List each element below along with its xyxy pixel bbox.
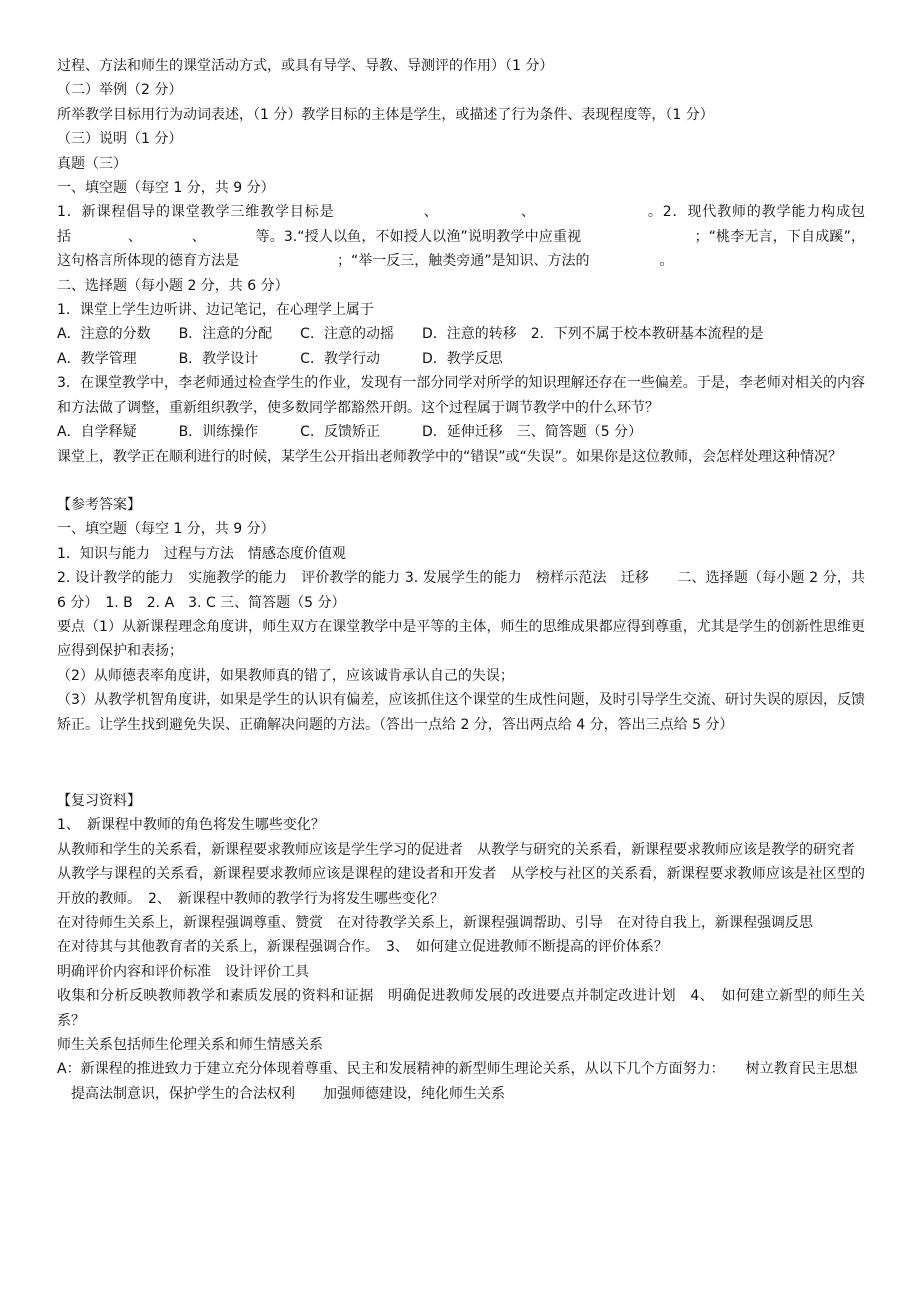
review-question: 1、 新课程中教师的角色将发生哪些变化？ bbox=[57, 817, 325, 834]
question-options: A．注意的分数 B．注意的分配 C．注意的动摇 D．注意的转移 2．下列不属于校本教研基本流程的是 bbox=[57, 326, 764, 343]
question-group-heading: 一、填空题（每空 1 分，共 9 分） bbox=[57, 180, 275, 197]
answer-heading: （二）举例（2 分） bbox=[57, 82, 183, 99]
reference-answer-section bbox=[57, 493, 870, 737]
answer-line: 2. 设计教学的能力 实施教学的能力 评价教学的能力 3. 发展学生的能力 榜样示范法 迁移 二、选择题（每小题 2 分，共 6 分） 1. B 2. A 3. C 三、简答题（5 分） bbox=[57, 570, 870, 611]
question-group-heading: 二、选择题（每小题 2 分，共 6 分） bbox=[57, 277, 289, 294]
answer-line: 1．知识与能力 过程与方法 情感态度价值观 bbox=[57, 545, 346, 562]
spacer bbox=[57, 737, 865, 789]
review-material-section bbox=[57, 789, 865, 1106]
answer-heading: （三）说明（1 分） bbox=[57, 131, 183, 148]
review-text: 从教师和学生的关系看，新课程要求教师应该是学生学习的促进者 从教学与研究的关系看，新课程要求教师应该是教学的研究者 bbox=[57, 841, 855, 858]
review-text: 师生关系包括师生伦理关系和师生情感关系 bbox=[57, 1037, 323, 1054]
question-options: A．教学管理 B．教学设计 C．教学行动 D．教学反思 bbox=[57, 350, 503, 367]
fill-blank-questions: 1．新课程倡导的课堂教学三维教学目标是 、 、 。2．现代教师的教学能力构成包括 、 、 等。3.“授人以鱼，不如授人以渔”说明教学中应重视 ；“桃李无言，下自成蹊”，这句格言所体现的德育方法是 ；“举一反三，触类旁通”是知识、方法的 。 bbox=[57, 204, 865, 270]
answer-line: 所举教学目标用行为动词表述，（1 分）教学目标的主体是学生，或描述了行为条件、表现程度等，（1 分） bbox=[57, 106, 714, 123]
exam-section bbox=[57, 54, 865, 469]
answer-line: 过程、方法和师生的课堂活动方式，或具有导学、导教、导测评的作用）（1 分） bbox=[57, 58, 554, 74]
review-text: 在对待其与其他教育者的关系上，新课程强调合作。 3、 如何建立促进教师不断提高的评价体系？ bbox=[57, 939, 668, 956]
review-text: 从教学与课程的关系看，新课程要求教师应该是课程的建设者和开发者 从学校与社区的关系看，新课程要求教师应该是社区型的开放的教师。 2、 新课程中教师的教学行为将发生哪些变化？ bbox=[57, 866, 865, 907]
answer-point: （2）从师德表率角度讲，如果教师真的错了，应该诚肯承认自己的失误； bbox=[57, 667, 514, 684]
section-heading: 【复习资料】 bbox=[57, 792, 141, 809]
review-text: 在对待师生关系上，新课程强调尊重、赞赏 在对待教学关系上，新课程强调帮助、引导 在对待自我上，新课程强调反思 bbox=[57, 915, 813, 931]
review-text: 提高法制意识，保护学生的合法权利 加强师德建设，纯化师生关系 bbox=[57, 1085, 505, 1102]
spacer bbox=[57, 469, 865, 493]
answer-point: 要点（1）从新课程理念角度讲，师生双方在课堂教学中是平等的主体，师生的思维成果都应得到尊重，尤其是学生的创新性思维更应得到保护和表扬； bbox=[57, 618, 865, 660]
answer-group-heading: 一、填空题（每空 1 分，共 9 分） bbox=[57, 521, 275, 538]
answer-point: （3）从教学机智角度讲，如果是学生的认识有偏差，应该抓住这个课堂的生成性问题，及时引导学生交流、研讨失误的原因，反馈矫正。让学生找到避免失误、正确解决问题的方法。（答出一点给 2 分，答出两点给 4 分，答出三点给 5 分） bbox=[57, 692, 865, 733]
section-title: 真题（三） bbox=[57, 155, 127, 172]
question-text: 1．课堂上学生边听讲、边记笔记，在心理学上属于 bbox=[57, 302, 374, 319]
review-text: 明确评价内容和评价标准 设计评价工具 bbox=[57, 963, 309, 980]
section-heading: 【参考答案】 bbox=[57, 496, 141, 513]
review-text: 收集和分析反映教师教学和素质发展的资料和证据 明确促进教师发展的改进要点并制定改进计划 4、 如何建立新型的师生关系？ bbox=[57, 988, 865, 1029]
question-options: A．自学释疑 B．训练操作 C．反馈矫正 D．延伸迁移 三、简答题（5 分） bbox=[57, 424, 643, 441]
review-text: A：新课程的推进致力于建立充分体现着尊重、民主和发展精神的新型师生理论关系，从以下几个方面努力： 树立教育民主思想 bbox=[57, 1061, 858, 1078]
document-page bbox=[57, 54, 870, 1106]
question-text: 3．在课堂教学中，李老师通过检查学生的作业，发现有一部分同学对所学的知识理解还存在一些偏差。于是，李老师对相关的内容和方法做了调整，重新组织教学，使多数同学都豁然开朗。这个过程属于调节教学中的什么环节？ bbox=[57, 375, 865, 416]
short-answer-question: 课堂上，教学正在顺利进行的时候，某学生公开指出老师教学中的“错误”或“失误”。如果你是这位教师，会怎样处理这种情况？ bbox=[57, 448, 843, 465]
